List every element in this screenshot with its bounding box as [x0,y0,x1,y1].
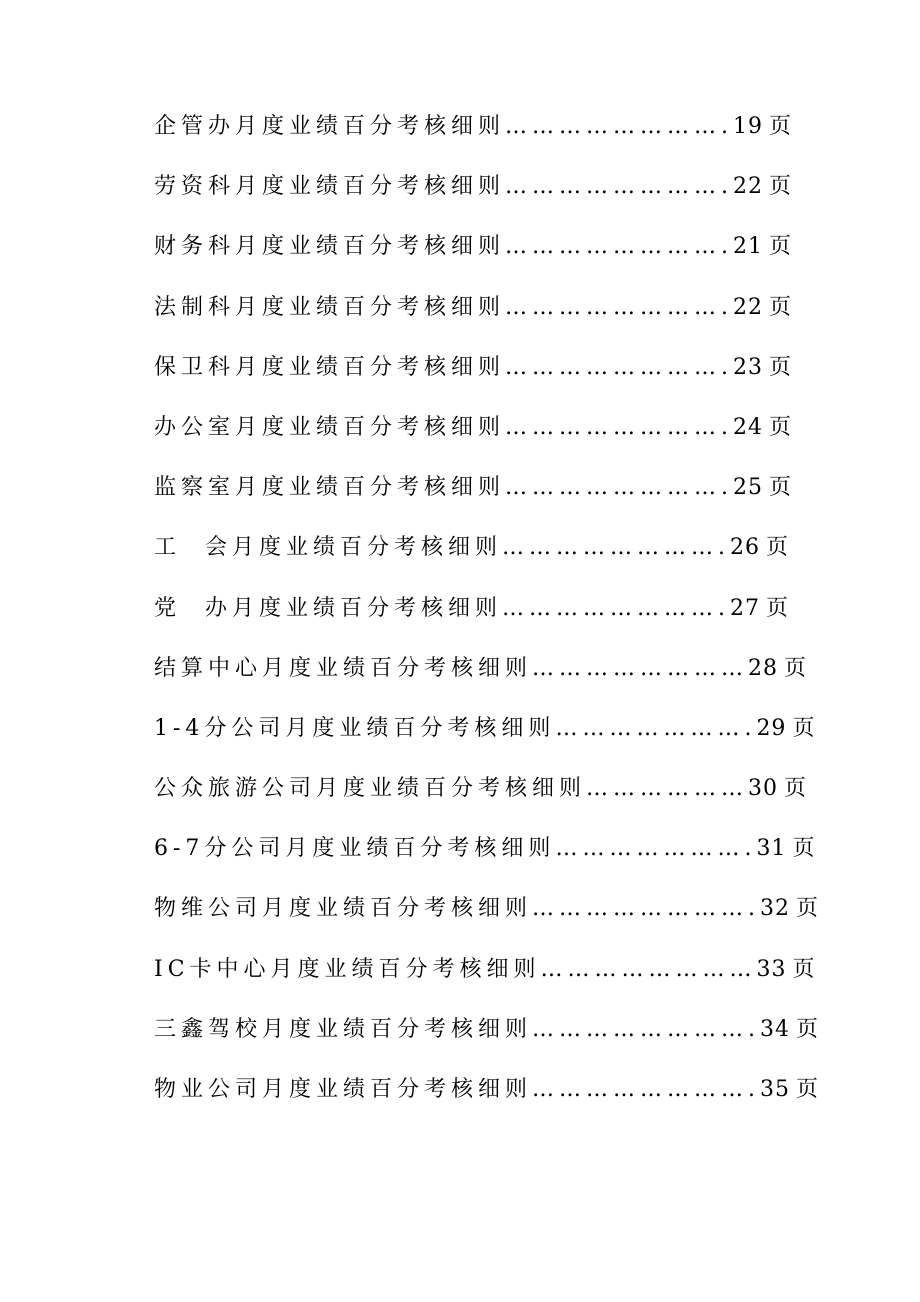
toc-leader-dots: ……………………. [505,294,734,320]
toc-page-unit: 页 [796,1077,819,1102]
toc-entry [154,834,815,894]
toc-leader-dots: ……………………. [505,234,734,260]
toc-entry-title: 法制科月度业绩百分考核细则 [154,294,506,320]
toc-entry [154,112,792,172]
toc-page-number: 32 [760,896,791,922]
toc-entry-title: 物维公司月度业绩百分考核细则 [154,896,533,922]
toc-entry-title: 财务科月度业绩百分考核细则 [154,234,506,260]
toc-leader-dots: ……………………. [532,1016,761,1042]
toc-page-number: 35 [760,1077,791,1102]
toc-leader-dots: ……………… [586,776,749,802]
toc-leader-dots: …………………… [540,956,757,982]
toc-page-unit: 页 [792,715,815,741]
toc-page-unit: 页 [769,174,792,200]
toc-page-number: 26 [730,535,760,561]
toc-entry [154,714,815,774]
toc-page-number: 21 [733,234,764,260]
toc-entry [154,232,792,292]
toc-page-number: 33 [756,956,787,982]
toc-entry [154,955,815,1015]
toc-page-number: 24 [733,414,764,440]
toc-page-unit: 页 [792,956,815,982]
toc-entry-title: 结算中心月度业绩百分考核细则 [154,655,533,681]
toc-entry-title: 工 会月度业绩百分考核细则 [154,535,502,561]
toc-entry [154,293,792,353]
toc-page-number: 28 [748,655,779,681]
toc-entry-title: IC卡中心月度业绩百分考核细则 [154,956,541,982]
toc-entry-title: 6-7分公司月度业绩百分考核细则 [154,836,556,862]
toc-entry [154,594,789,654]
toc-page-unit: 页 [766,535,789,561]
toc-page-number: 29 [756,715,787,741]
toc-page-unit: 页 [766,595,789,621]
toc-leader-dots: ……………………. [532,1077,761,1102]
toc-page-number: 23 [733,354,764,380]
toc-page-number: 31 [756,836,787,862]
toc-page-number: 27 [730,595,760,621]
toc-leader-dots: ……………………. [505,354,734,380]
toc-page-unit: 页 [796,1016,819,1042]
toc-leader-dots: ……………………. [532,896,761,922]
toc-entry [154,353,792,413]
toc-entry [154,413,792,473]
toc-entry [154,654,807,714]
toc-entry [154,473,792,533]
toc-leader-dots: ……………………. [505,174,734,200]
toc-leader-dots: ……………………. [502,595,730,621]
toc-entry-title: 企管办月度业绩百分考核细则 [154,114,506,139]
toc-leader-dots: …………………. [555,715,757,741]
toc-entry [154,172,792,232]
toc-entry-title: 劳资科月度业绩百分考核细则 [154,174,506,200]
toc-page-number: 25 [733,475,764,501]
toc-entry-title: 物业公司月度业绩百分考核细则 [154,1077,533,1102]
toc-page-unit: 页 [796,896,819,922]
toc-page-unit: 页 [769,294,792,320]
toc-entry-title: 公众旅游公司月度业绩百分考核细则 [154,776,587,802]
toc-page-number: 22 [733,174,764,200]
toc-page-unit: 页 [769,234,792,260]
toc-page-number: 22 [733,294,764,320]
toc-entry-title: 三鑫驾校月度业绩百分考核细则 [154,1016,533,1042]
toc-entry-title: 办公室月度业绩百分考核细则 [154,414,506,440]
toc-entry [154,1015,819,1075]
toc-page-unit: 页 [784,776,807,802]
toc-entry [154,774,807,834]
toc-page-unit: 页 [792,836,815,862]
toc-page-unit: 页 [769,414,792,440]
table-of-contents [154,112,819,1135]
toc-leader-dots: ……………………. [505,114,734,139]
toc-entry-title: 监察室月度业绩百分考核细则 [154,475,506,501]
toc-page-unit: 页 [769,354,792,380]
toc-page-unit: 页 [784,655,807,681]
toc-entry-title: 1-4分公司月度业绩百分考核细则 [154,715,556,741]
toc-page-number: 30 [748,776,779,802]
toc-leader-dots: ……………………. [505,414,734,440]
toc-leader-dots: …………………. [555,836,757,862]
toc-leader-dots: ……………………. [505,475,734,501]
toc-entry [154,533,789,593]
toc-leader-dots: …………………… [532,655,749,681]
toc-page-number: 34 [760,1016,791,1042]
toc-entry [154,1075,819,1135]
toc-leader-dots: ……………………. [502,535,730,561]
toc-entry-title: 党 办月度业绩百分考核细则 [154,595,502,621]
toc-page-number: 19 [733,114,764,139]
toc-page-unit: 页 [769,475,792,501]
toc-entry [154,894,819,954]
toc-entry-title: 保卫科月度业绩百分考核细则 [154,354,506,380]
toc-page-unit: 页 [769,114,792,139]
